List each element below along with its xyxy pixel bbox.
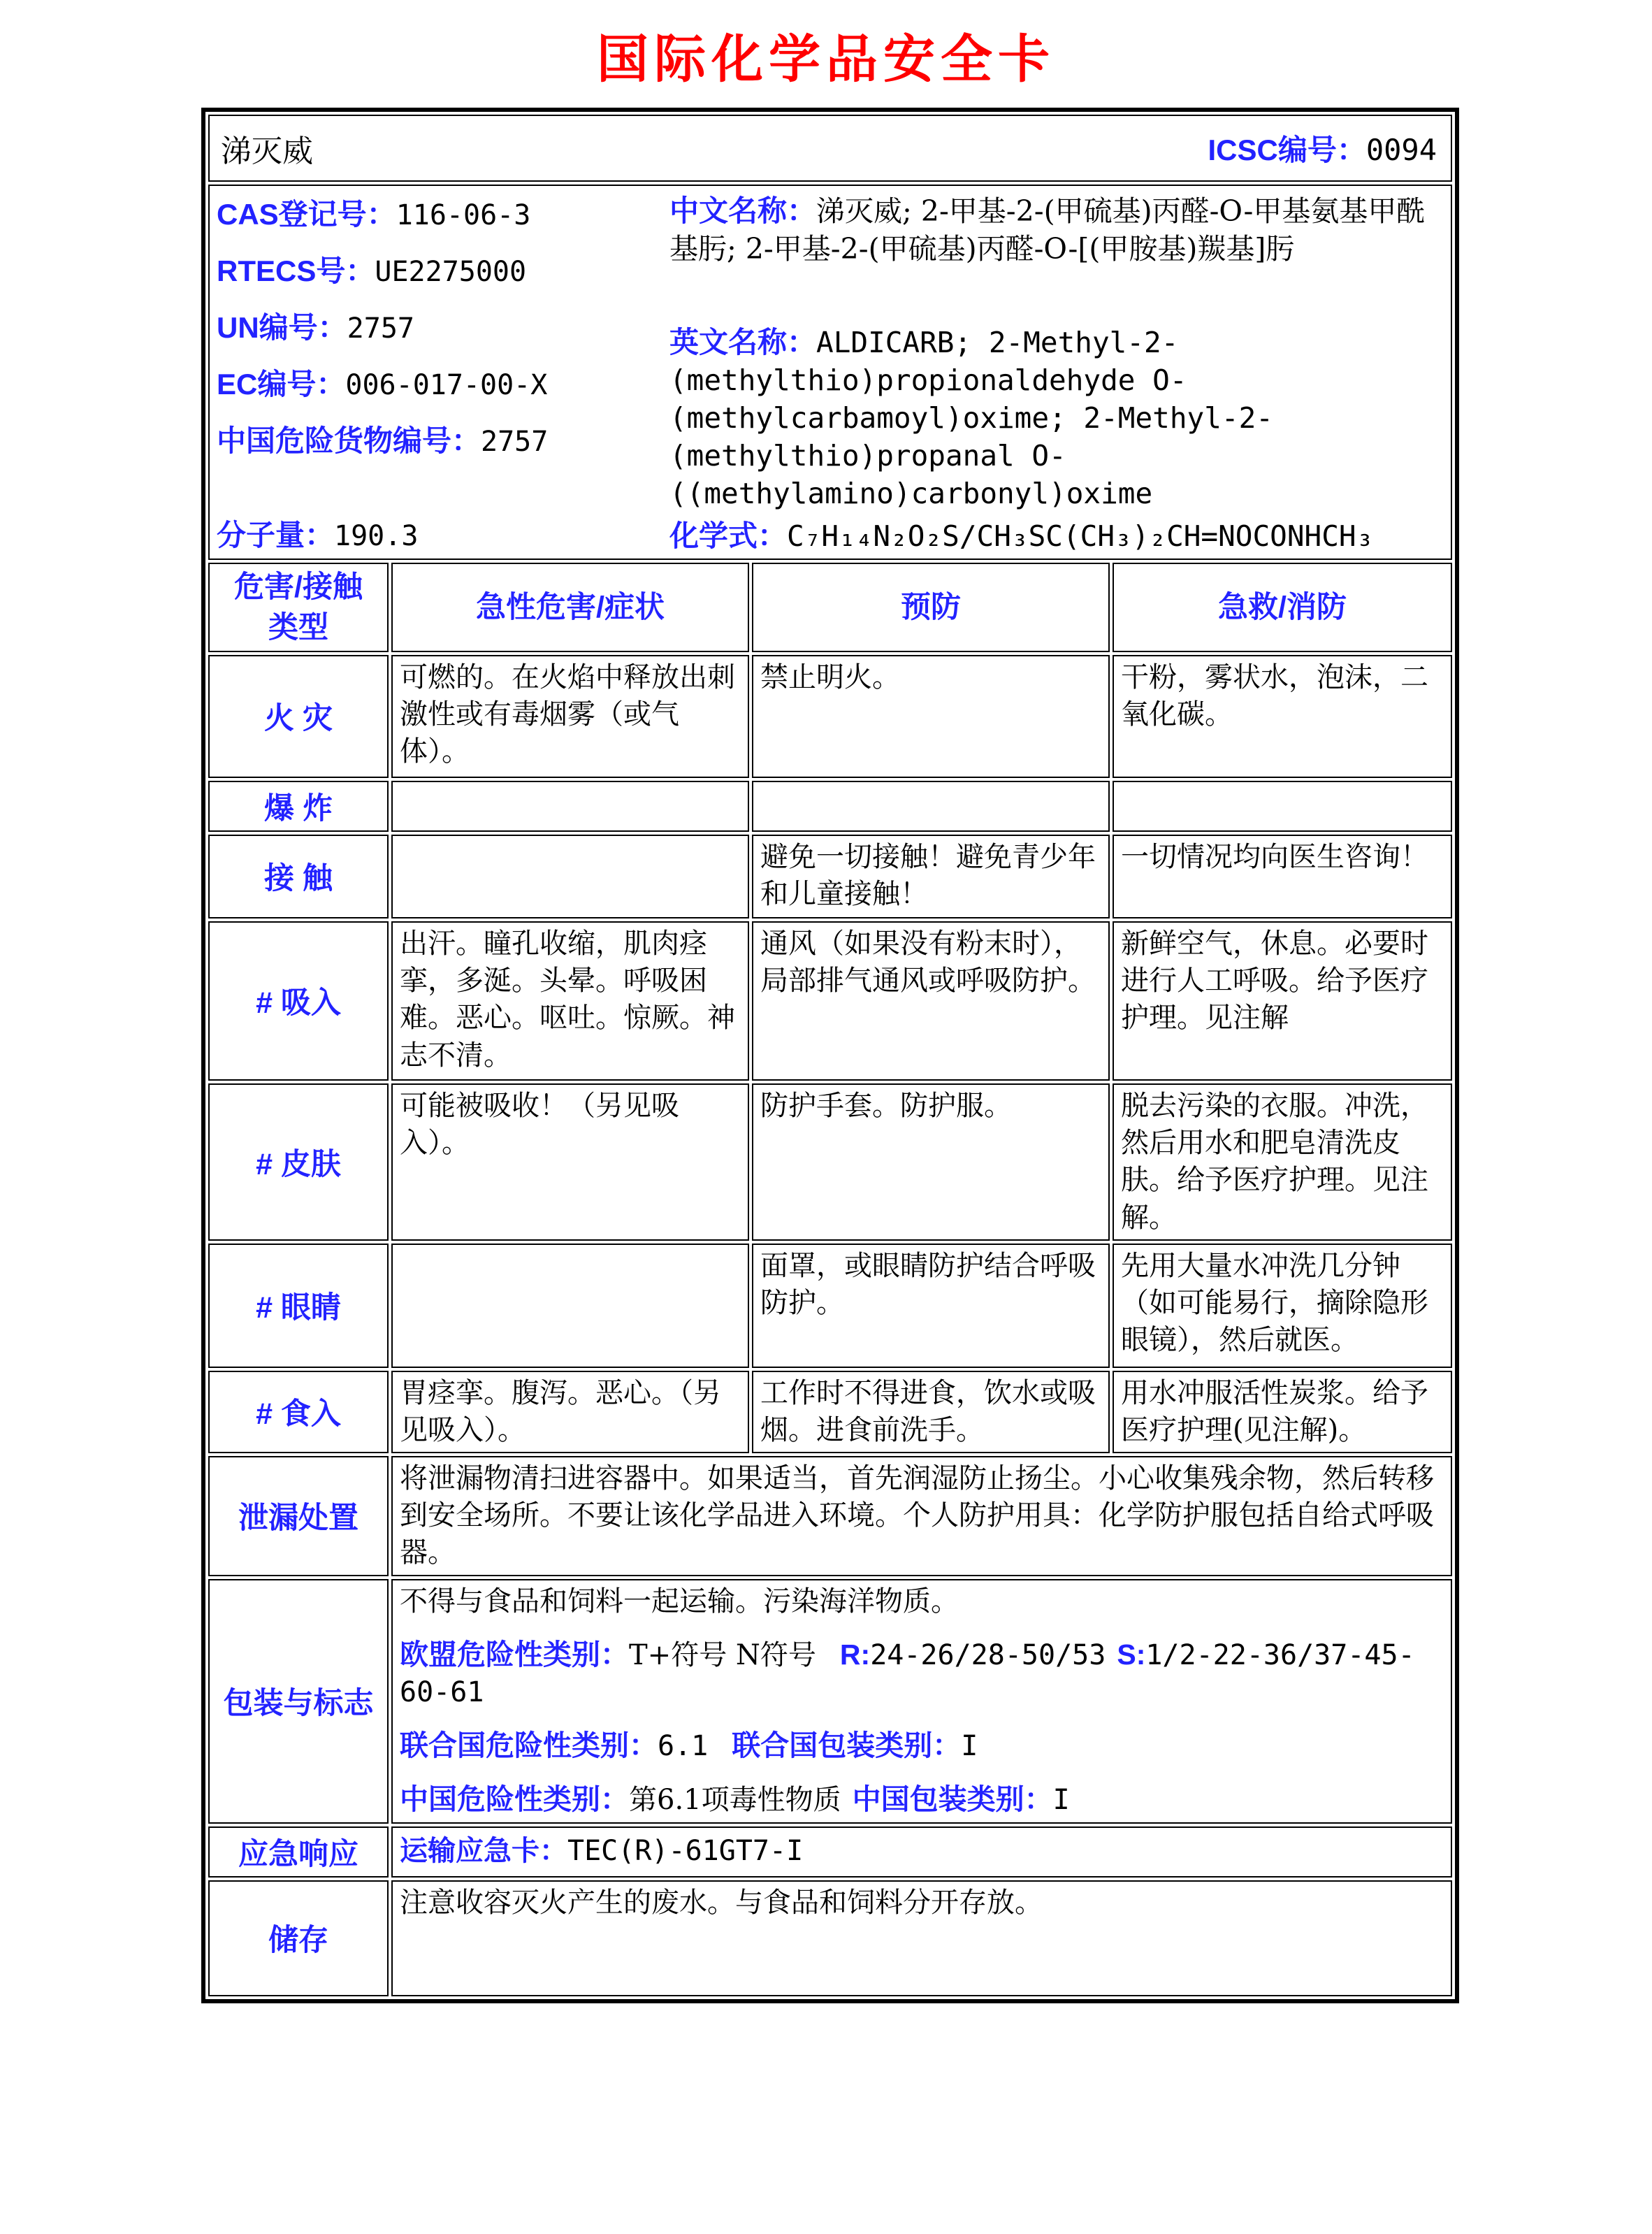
storage-label-cell xyxy=(208,1880,389,1996)
explosion-symptoms-cell xyxy=(391,781,749,832)
r-phrases-label: R: xyxy=(839,1638,871,1671)
eyes-type-cell xyxy=(208,1244,389,1368)
packaging-labelling-content-cell xyxy=(391,1579,1452,1824)
prevention-header-label: 预防 xyxy=(901,590,961,624)
spill-disposal-label: 泄漏处置 xyxy=(238,1501,358,1536)
cas-number-line xyxy=(217,192,669,233)
spill-disposal-row xyxy=(208,1456,1452,1576)
page-title: 国际化学品安全卡 xyxy=(597,30,1055,88)
packaging-labelling-label-cell xyxy=(208,1579,389,1824)
english-name-value: ALDICARB; 2-Methyl-2-(methylthio)propionaldehyde O-(methylcarbamoyl)oxime; 2-Methyl-2-(methylthio)propanal O-((methylamino)carbonyl)oxime xyxy=(669,325,1273,511)
eyes-type-label: # 眼睛 xyxy=(256,1291,341,1325)
eu-hazard-class-line xyxy=(400,1636,1444,1711)
chemical-formula-value: C₇H₁₄N₂O₂S/CH₃SC(CH₃)₂CH=NOCONHCH₃ xyxy=(787,519,1374,554)
eu-hazard-class-label: 欧盟危险性类别： xyxy=(400,1638,629,1671)
spill-disposal-content-cell: 将泄漏物清扫进容器中。如果适当，首先润湿防止扬尘。小心收集残余物，然后转移到安全场所。不要让该化学品进入环境。个人防护用具：化学防护服包括自给式呼吸器。 xyxy=(391,1456,1452,1576)
names-column xyxy=(669,189,1444,556)
eyes-prevention-cell: 面罩，或眼睛防护结合呼吸防护。 xyxy=(752,1244,1110,1368)
icsc-number-label: ICSC编号： xyxy=(1208,134,1366,166)
skin-type-cell xyxy=(208,1083,389,1241)
rtecs-number-value: UE2275000 xyxy=(375,256,527,288)
china-dg-number-label: 中国危险货物编号： xyxy=(217,424,481,457)
fire-type-label: 火 灾 xyxy=(264,702,333,736)
molecular-weight-value: 190.3 xyxy=(334,519,419,552)
hazard-row-contact xyxy=(208,835,1452,918)
symptoms-header-label: 急性危害/症状 xyxy=(476,590,665,624)
eyes-firstaid-cell: 先用大量水冲洗几分钟（如可能易行，摘除隐形眼镜），然后就医。 xyxy=(1113,1244,1452,1368)
explosion-type-cell xyxy=(208,781,389,832)
formula-paragraph xyxy=(669,517,1444,555)
identity-cell xyxy=(208,185,1452,560)
transport-emergency-card-label: 运输应急卡： xyxy=(400,1836,567,1867)
chemical-name: 涕灭威 xyxy=(221,134,313,169)
eu-hazard-class-value: T+符号 N符号 xyxy=(629,1638,816,1671)
emergency-response-label: 应急响应 xyxy=(238,1837,358,1871)
chinese-name-value: 涕灭威; 2-甲基-2-(甲硫基)丙醛-O-甲基氨基甲酰基肟; 2-甲基-2-(甲硫基)丙醛-O-[(甲胺基)羰基]肟 xyxy=(669,194,1426,266)
explosion-type-label: 爆 炸 xyxy=(264,791,333,826)
hazard-row-eyes xyxy=(208,1244,1452,1368)
ec-number-label: EC编号： xyxy=(217,368,346,401)
hazard-type-header-cell xyxy=(208,563,389,652)
fire-prevention-cell: 禁止明火。 xyxy=(752,655,1110,778)
hazard-row-inhalation xyxy=(208,921,1452,1081)
ingestion-symptoms-cell: 胃痉挛。腹泻。恶心。（另见吸入）。 xyxy=(391,1371,749,1453)
hazard-type-header-line2: 类型 xyxy=(268,610,328,644)
firstaid-header-label: 急救/消防 xyxy=(1218,590,1347,624)
un-hazard-class-value: 6.1 xyxy=(658,1730,709,1763)
contact-prevention-cell: 避免一切接触！避免青少年和儿童接触！ xyxy=(752,835,1110,918)
cn-hazard-class-label: 中国危险性类别： xyxy=(400,1783,629,1816)
un-number-value: 2757 xyxy=(347,312,414,345)
china-dg-number-line xyxy=(217,418,669,460)
cn-packing-group-value: I xyxy=(1052,1784,1070,1817)
s-phrases-value: 1/2-22-36/37-45-60-61 xyxy=(400,1638,1415,1709)
hazard-type-header-line1: 危害/接触 xyxy=(234,570,363,604)
rtecs-number-label: RTECS号： xyxy=(217,254,375,287)
storage-label: 储存 xyxy=(268,1924,328,1958)
molecular-weight-line xyxy=(217,512,669,554)
emergency-response-label-cell xyxy=(208,1826,389,1878)
hazard-row-ingestion xyxy=(208,1371,1452,1453)
un-packing-group-label: 联合国包装类别： xyxy=(732,1729,962,1762)
cas-number-label: CAS登记号： xyxy=(217,198,396,231)
fire-firstaid-cell: 干粉，雾状水，泡沫，二氧化碳。 xyxy=(1113,655,1452,778)
icsc-number-value: 0094 xyxy=(1365,133,1437,167)
english-name-label: 英文名称： xyxy=(669,325,817,359)
contact-type-label: 接 触 xyxy=(264,862,333,896)
english-name-paragraph xyxy=(669,323,1444,513)
header-strip-cell xyxy=(208,115,1452,182)
chinese-name-label: 中文名称： xyxy=(669,194,817,227)
storage-row xyxy=(208,1880,1452,1996)
molecular-weight-label: 分子量： xyxy=(217,518,335,552)
registry-numbers-column xyxy=(217,189,669,556)
inhalation-firstaid-cell: 新鲜空气，休息。必要时进行人工呼吸。给予医疗护理。见注解 xyxy=(1113,921,1452,1081)
inhalation-type-label: # 吸入 xyxy=(256,986,341,1021)
icsc-card-table xyxy=(201,108,1459,2003)
contact-firstaid-cell: 一切情况均向医生咨询！ xyxy=(1113,835,1452,918)
chemical-formula-label: 化学式： xyxy=(669,519,788,553)
hazard-row-fire xyxy=(208,655,1452,778)
cn-packing-group-label: 中国包装类别： xyxy=(852,1783,1053,1816)
ingestion-type-cell xyxy=(208,1371,389,1453)
symptoms-header-cell xyxy=(391,563,749,652)
un-class-line xyxy=(400,1727,1444,1765)
r-phrases-value: 24-26/28-50/53 xyxy=(870,1638,1106,1671)
contact-symptoms-cell xyxy=(391,835,749,918)
firstaid-header-cell xyxy=(1113,563,1452,652)
packaging-transport-note: 不得与食品和饲料一起运输。污染海洋物质。 xyxy=(400,1585,959,1617)
inhalation-symptoms-cell: 出汗。瞳孔收缩，肌肉痉挛，多涎。头晕。呼吸困难。恶心。呕吐。惊厥。神志不清。 xyxy=(391,921,749,1081)
hazard-row-skin xyxy=(208,1083,1452,1241)
skin-symptoms-cell: 可能被吸收！（另见吸入）。 xyxy=(391,1083,749,1241)
explosion-prevention-cell xyxy=(752,781,1110,832)
rtecs-number-line xyxy=(217,248,669,290)
ec-number-value: 006-017-00-X xyxy=(345,369,548,401)
inhalation-type-cell xyxy=(208,921,389,1081)
emergency-response-row xyxy=(208,1826,1452,1878)
transport-emergency-card-value: TEC(R)-61GT7-I xyxy=(567,1835,804,1868)
un-packing-group-value: I xyxy=(961,1730,978,1763)
packaging-labelling-row xyxy=(208,1579,1452,1824)
cn-hazard-class-value: 第6.1项毒性物质 xyxy=(629,1784,841,1817)
emergency-response-content-cell xyxy=(391,1826,1452,1878)
chinese-name-paragraph xyxy=(669,192,1444,268)
ingestion-firstaid-cell: 用水冲服活性炭浆。给予医疗护理(见注解)。 xyxy=(1113,1371,1452,1453)
china-dg-number-value: 2757 xyxy=(481,426,549,458)
un-hazard-class-label: 联合国危险性类别： xyxy=(400,1729,658,1762)
contact-type-cell xyxy=(208,835,389,918)
cn-class-line xyxy=(400,1780,1444,1819)
un-number-line xyxy=(217,305,669,347)
hazard-row-explosion xyxy=(208,781,1452,832)
ec-number-line xyxy=(217,361,669,403)
storage-content-cell: 注意收容灭火产生的废水。与食品和饲料分开存放。 xyxy=(391,1880,1452,1996)
fire-symptoms-cell: 可燃的。在火焰中释放出刺激性或有毒烟雾（或气体）。 xyxy=(391,655,749,778)
ingestion-type-label: # 食入 xyxy=(256,1397,341,1432)
header-strip-row xyxy=(208,115,1452,182)
identity-row xyxy=(208,185,1452,560)
un-number-label: UN编号： xyxy=(217,311,347,344)
packaging-labelling-label: 包装与标志 xyxy=(223,1687,374,1721)
cas-number-value: 116-06-3 xyxy=(396,199,531,231)
spill-disposal-label-cell xyxy=(208,1456,389,1576)
skin-prevention-cell: 防护手套。防护服。 xyxy=(752,1083,1110,1241)
ingestion-prevention-cell: 工作时不得进食，饮水或吸烟。进食前洗手。 xyxy=(752,1371,1110,1453)
inhalation-prevention-cell: 通风（如果没有粉末时），局部排气通风或呼吸防护。 xyxy=(752,921,1110,1081)
fire-type-cell xyxy=(208,655,389,778)
prevention-header-cell xyxy=(752,563,1110,652)
skin-type-label: # 皮肤 xyxy=(256,1147,341,1181)
explosion-firstaid-cell xyxy=(1113,781,1452,832)
s-phrases-label: S: xyxy=(1117,1638,1146,1671)
hazard-table-header-row xyxy=(208,563,1452,652)
eyes-symptoms-cell xyxy=(391,1244,749,1368)
skin-firstaid-cell: 脱去污染的衣服。冲洗，然后用水和肥皂清洗皮肤。给予医疗护理。见注解。 xyxy=(1113,1083,1452,1241)
